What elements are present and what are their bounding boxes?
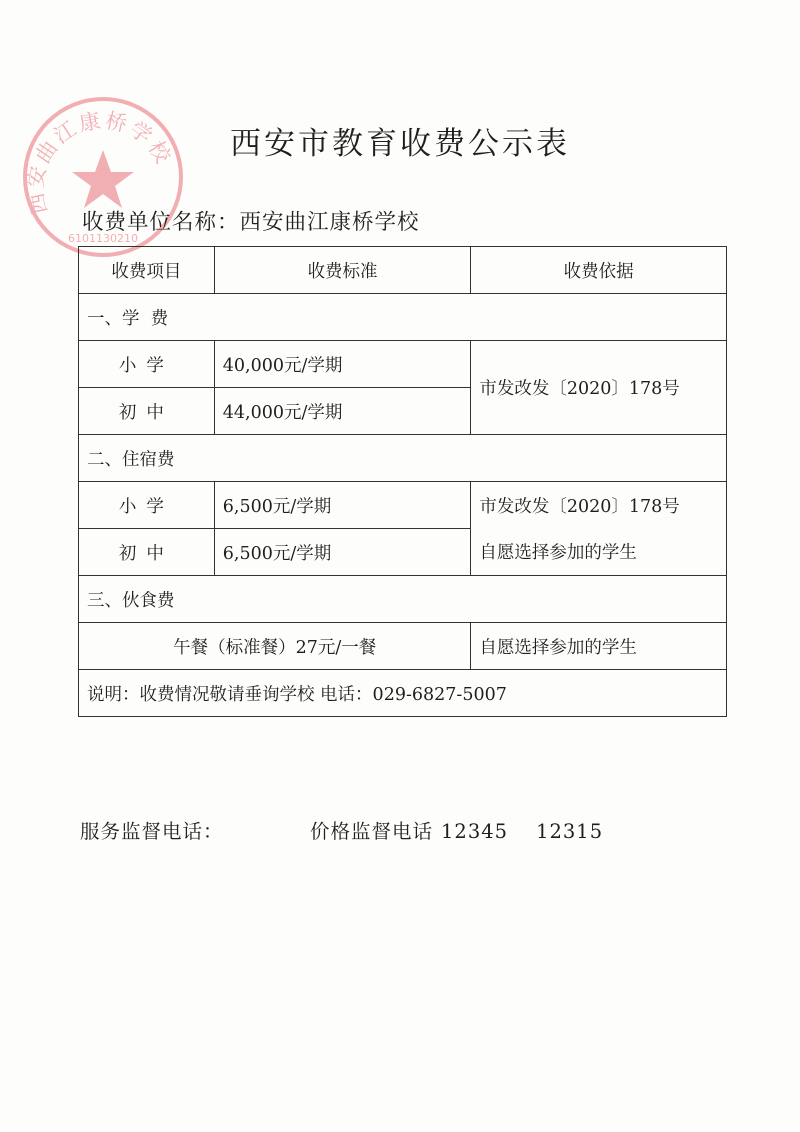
table-row <box>79 482 727 529</box>
table-row <box>79 623 727 670</box>
row-basis: 自愿选择参加的学生 <box>471 529 727 576</box>
row-item: 小学 <box>79 482 215 529</box>
section-title: 三、伙食费 <box>79 576 727 623</box>
table-header-row <box>79 247 727 294</box>
fee-table <box>78 246 727 717</box>
header-item: 收费项目 <box>79 247 215 294</box>
header-standard: 收费标准 <box>214 247 471 294</box>
section-row-meals <box>79 576 727 623</box>
seal-code: 6101130210 <box>68 232 138 245</box>
section-row-tuition <box>79 294 727 341</box>
seal-text: 西安曲江康桥学校 <box>23 108 177 217</box>
price-phone-number-1: 12345 <box>441 820 509 843</box>
table-row <box>79 529 727 576</box>
unit-name-label: 收费单位名称：西安曲江康桥学校 <box>82 210 420 235</box>
price-supervision <box>310 816 603 844</box>
price-phone-label: 价格监督电话 <box>310 820 434 843</box>
header-basis: 收费依据 <box>471 247 727 294</box>
row-standard: 44,000元/学期 <box>214 388 471 435</box>
row-basis: 自愿选择参加的学生 <box>471 623 727 670</box>
row-basis: 市发改发〔2020〕178号 <box>471 341 727 435</box>
row-item: 初中 <box>79 388 215 435</box>
row-standard: 40,000元/学期 <box>214 341 471 388</box>
supervision-line <box>80 816 604 844</box>
section-title: 一、学 费 <box>79 294 727 341</box>
note-text: 说明：收费情况敬请垂询学校 电话：029-6827-5007 <box>79 670 727 717</box>
row-item: 午餐（标准餐）27元/一餐 <box>79 623 471 670</box>
row-item: 小学 <box>79 341 215 388</box>
section-row-boarding <box>79 435 727 482</box>
service-phone-label: 服务监督电话： <box>80 820 224 843</box>
row-standard: 6,500元/学期 <box>214 529 471 576</box>
row-item: 初中 <box>79 529 215 576</box>
page-title: 西安市教育收费公示表 <box>230 126 570 162</box>
row-basis: 市发改发〔2020〕178号 <box>471 482 727 529</box>
price-phone-number-2: 12315 <box>536 820 604 843</box>
row-standard: 6,500元/学期 <box>214 482 471 529</box>
section-title: 二、住宿费 <box>79 435 727 482</box>
note-row <box>79 670 727 717</box>
table-row <box>79 341 727 388</box>
